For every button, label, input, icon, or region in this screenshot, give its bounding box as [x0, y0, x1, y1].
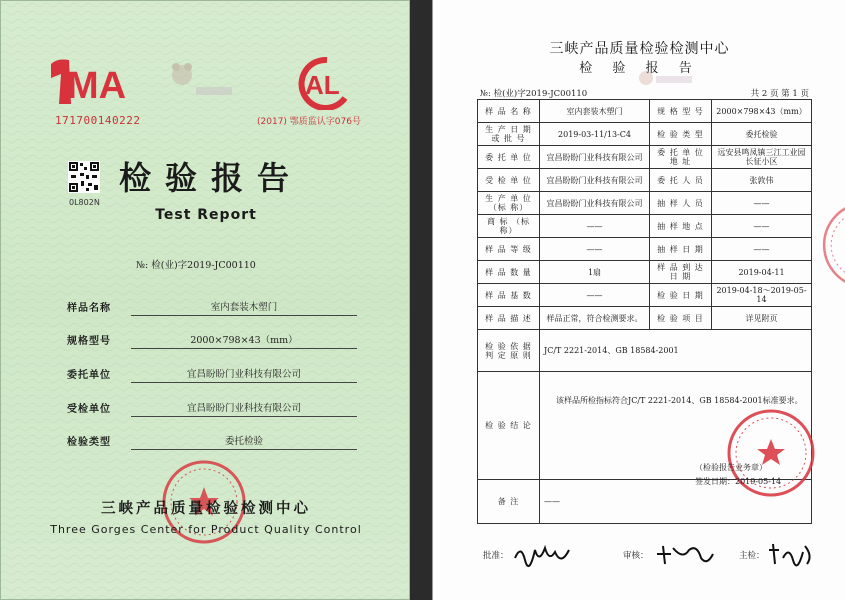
field-value: —— [712, 192, 812, 215]
review-label: 审核： [623, 551, 649, 561]
table-row [478, 192, 812, 215]
field-label: 检 验 项 目 [650, 307, 712, 330]
field-value: —— [540, 284, 650, 307]
report-page [432, 0, 845, 600]
cma-logo-icon [47, 56, 165, 108]
field-label: 规 格 型 号 [650, 100, 712, 123]
page-count: 共 2 页 第 1 页 [750, 89, 809, 99]
cover-center-name-en: Three Gorges Center for Product Quality Control [50, 523, 362, 536]
field-value: —— [540, 215, 650, 238]
signature-row [477, 540, 817, 570]
inspect-signature [765, 540, 817, 568]
field-value: 张敦伟 [712, 169, 812, 192]
svg-text:AL: AL [305, 70, 340, 100]
field-label: 检 验 日 期 [650, 284, 712, 307]
cover-report-number [136, 257, 256, 271]
field-label: 受检单位 [67, 404, 111, 415]
field-value: 详见附页 [712, 307, 812, 330]
field-value: 室内套装木塑门 [131, 299, 357, 316]
page-subtitle: 检 验 报 告 [579, 61, 700, 76]
cover-field-sample-name [67, 299, 357, 315]
field-value: 2000×798×43（mm） [712, 100, 812, 123]
field-value: 2019-03-11/13-C4 [540, 123, 650, 146]
cover-field-inspection-type [67, 433, 357, 449]
report-no-label: №: [136, 260, 149, 271]
cal-logo-icon [285, 54, 357, 110]
field-label: 商 标 （标 称） [478, 215, 540, 238]
field-label: 委托单位 [67, 370, 111, 381]
page-title: 三峡产品质量检验检测中心 [549, 41, 730, 57]
field-label: 生 产 单 位 （标 称） [478, 192, 540, 215]
cma-number: 171700140222 [55, 114, 141, 127]
field-value: 室内套装木塑门 [540, 100, 650, 123]
page-report-number: №: 检(业)字2019-JC00110 [480, 89, 588, 99]
review-signature [653, 540, 717, 568]
field-label: 检验类型 [67, 437, 111, 448]
panpan-watermark-icon [166, 61, 236, 101]
field-value: 1扇 [540, 261, 650, 284]
qr-code-number: 0L802N [69, 198, 100, 207]
field-value: 宜昌盼盼门业科技有限公司 [540, 192, 650, 215]
approve-signature [511, 540, 575, 568]
field-label: 规格型号 [67, 336, 111, 347]
inspect-label: 主检： [739, 551, 765, 561]
field-label: 样 品 到 达 日 期 [650, 261, 712, 284]
remark-label: 备 注 [478, 480, 540, 524]
field-label: 委 托 单 位 地 址 [650, 146, 712, 169]
basis-value: JC/T 2221-2014、GB 18584-2001 [540, 330, 812, 372]
conclusion-seal-label: （检验报告业务章） [695, 463, 767, 472]
field-label: 样 品 名 称 [478, 100, 540, 123]
field-label: 抽 样 地 点 [650, 215, 712, 238]
field-label: 抽 样 人 员 [650, 192, 712, 215]
field-label: 委 托 人 员 [650, 169, 712, 192]
partial-seal-icon [819, 200, 845, 290]
cover-center-name: 三峡产品质量检验检测中心 [101, 501, 311, 517]
field-label: 受 检 单 位 [478, 169, 540, 192]
table-row [478, 146, 812, 169]
table-row [478, 100, 812, 123]
cover-subtitle: Test Report [155, 207, 257, 223]
field-label: 样 品 数 量 [478, 261, 540, 284]
table-row [478, 330, 812, 372]
issue-date: 签发日期：2019-05-14 [695, 477, 782, 486]
field-value: 宜昌盼盼门业科技有限公司 [540, 146, 650, 169]
field-value: 宜昌盼盼门业科技有限公司 [131, 400, 357, 417]
field-value: —— [712, 238, 812, 261]
field-value: 样品正常，符合检测要求。 [540, 307, 650, 330]
field-value: —— [712, 215, 812, 238]
field-label: 生 产 日 期 或 批 号 [478, 123, 540, 146]
cal-number: (2017) 鄂质监认字076号 [257, 117, 361, 127]
table-row [478, 169, 812, 192]
remark-value: —— [540, 480, 812, 524]
field-value: 委托检验 [131, 433, 357, 450]
svg-text:MA: MA [67, 65, 127, 107]
table-row [478, 215, 812, 238]
table-row [478, 284, 812, 307]
field-label: 抽 样 日 期 [650, 238, 712, 261]
table-row [478, 307, 812, 330]
field-value: 远安县鸣凤镇三江工业园长征小区 [712, 146, 812, 169]
report-no-value: 检(业)字2019-JC00110 [151, 260, 256, 271]
table-row [478, 261, 812, 284]
field-label: 检 验 类 型 [650, 123, 712, 146]
report-cover [0, 0, 410, 600]
field-value: 宜昌盼盼门业科技有限公司 [540, 169, 650, 192]
field-value: 2000×798×43（mm） [131, 332, 357, 349]
basis-label: 检 验 依 据 判 定 原 则 [478, 330, 540, 372]
field-value: —— [540, 238, 650, 261]
panpan-watermark-icon [638, 68, 694, 90]
field-label: 委 托 单 位 [478, 146, 540, 169]
field-value: 2019-04-18～2019-05-14 [712, 284, 812, 307]
qr-code-icon [68, 161, 100, 193]
table-row [478, 123, 812, 146]
field-value: 委托检验 [712, 123, 812, 146]
field-value: 2019-04-11 [712, 261, 812, 284]
field-label: 样 品 描 述 [478, 307, 540, 330]
field-label: 样 品 基 数 [478, 284, 540, 307]
cover-title: 检验报告 [119, 159, 304, 197]
field-value: 宜昌盼盼门业科技有限公司 [131, 366, 357, 383]
cover-field-client [67, 366, 357, 382]
field-label: 样品名称 [67, 303, 111, 314]
table-row [478, 238, 812, 261]
conclusion-label: 检 验 结 论 [478, 372, 540, 480]
cover-field-inspected-unit [67, 400, 357, 416]
conclusion-text: 该样品所检指标符合JC/T 2221-2014、GB 18584-2001标准要求。 [556, 396, 803, 405]
field-label: 样 品 等 级 [478, 238, 540, 261]
approve-label: 批准： [483, 551, 509, 561]
cover-field-model [67, 332, 357, 348]
